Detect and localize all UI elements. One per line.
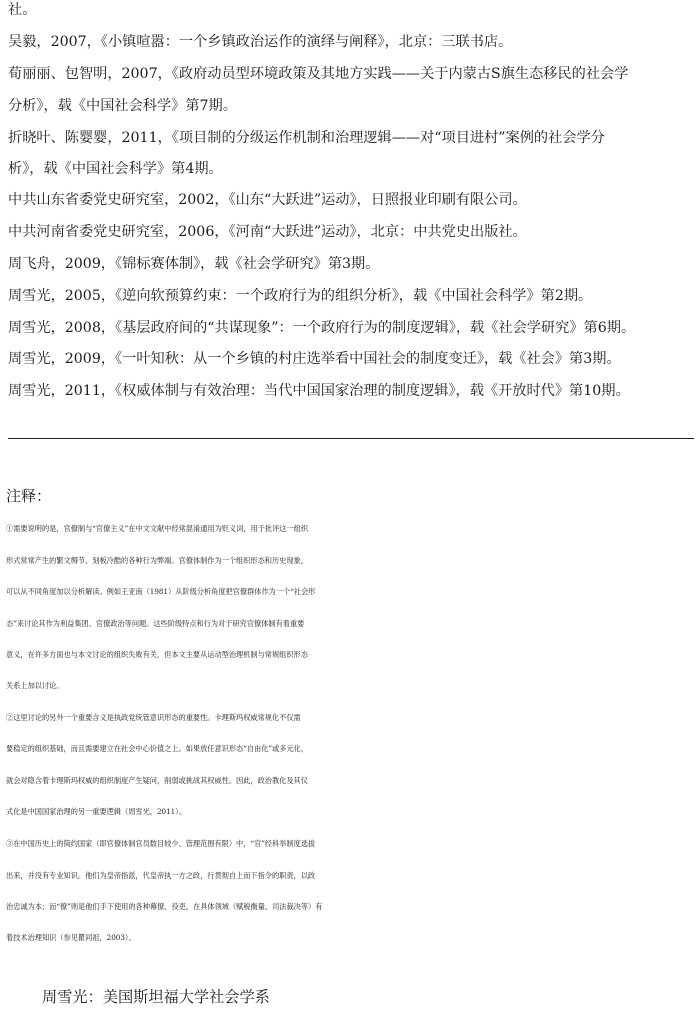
footnote-divider: [8, 438, 694, 439]
reference-zhou-xueguang-2011: 周雪光，2011，《权威体制与有效治理：当代中国国家治理的制度逻辑》，载《开放时代》第10期。: [8, 383, 630, 399]
note-3-line: 治忠诚为本；而“僚”则是他们手下使用的各种幕僚、役吏，在具体领域（赋税衡量、司法裁决等）有: [6, 902, 323, 911]
note-1-line: 关系上加以讨论。: [6, 681, 64, 690]
note-1-line: ①需要说明的是，官僚制与“官僚主义”在中文文献中经常混淆通用为贬义词，用于批评这一组织: [6, 524, 309, 533]
note-1-line: 可以从不同角度加以分析解读。例如王亚南（1981）从阶级分析角度把官僚群体作为一个“社会形: [6, 587, 316, 596]
reference-henan-2006: 中共河南省委党史研究室，2006，《河南“大跃进”运动》，北京：中共党史出版社。: [8, 224, 527, 240]
note-3-line: 着技术治理知识（参见瞿同祖，2003）。: [6, 933, 136, 942]
note-2-line: 就会对隐含着卡理斯玛权威的组织制度产生疑问，削弱或挑战其权威性。因此，政治教化及其仪: [6, 776, 308, 785]
reference-zhou-xueguang-2005: 周雪光，2005，《逆向软预算约束：一个政府行为的组织分析》，载《中国社会科学》第2期。: [8, 288, 593, 304]
author-affiliation: 周雪光：美国斯坦福大学社会学系: [42, 988, 270, 1006]
reference-zhou-xueguang-2009: 周雪光，2009，《一叶知秋：从一个乡镇的村庄选举看中国社会的制度变迁》，载《社会》第3期。: [8, 351, 621, 367]
note-2-line: 要稳定的组织基础，而且需要建立在社会中心价值之上。如果放任意识形态“自由化”或多元化，: [6, 744, 309, 753]
reference-line: 析》，载《中国社会科学》第4期。: [8, 161, 223, 177]
reference-shandong-2002: 中共山东省委党史研究室，2002，《山东“大跃进”运动》，日照报业印刷有限公司。: [8, 192, 527, 208]
notes-heading: 注释：: [6, 487, 52, 505]
reference-zhou-feizhou-2009: 周飞舟，2009，《锦标赛体制》，载《社会学研究》第3期。: [8, 256, 380, 272]
reference-line: 社。: [8, 2, 37, 18]
note-3-line: 出来，并没有专业知识。他们为皇帝指派，代皇帝执一方之政，行贯彻自上而下指令的职责，以政: [6, 871, 316, 880]
note-1-line: 意义，在许多方面也与本文讨论的组织失败有关，但本文主要从运动型治理机制与常规组织形态: [6, 650, 308, 659]
reference-wu-yi-2007: 吴毅，2007，《小镇喧嚣：一个乡镇政治运作的演绎与阐释》，北京：三联书店。: [8, 34, 513, 50]
reference-xun-lili-2007: 荀丽丽、包智明，2007，《政府动员型环境政策及其地方实践——关于内蒙古S旗生态移民的社会学: [8, 66, 629, 82]
note-3-line: ③在中国历史上的简约国家（即官僚体制官员数目较少、管理范围有限）中，“官”经科举制度选拔: [6, 839, 316, 848]
note-1-line: 态”来讨论其作为利益集团、官僚政治等问题。这些阶级特点和行为对于研究官僚体制有着重要: [6, 619, 305, 628]
note-2-line: 式化是中国国家治理的另一重要逻辑（周雪光，2011）。: [6, 807, 187, 816]
reference-zhe-xiaoye-2011: 折晓叶、陈婴婴，2011，《项目制的分级运作机制和治理逻辑——对“项目进村”案例的社会学分: [8, 130, 605, 146]
reference-zhou-xueguang-2008: 周雪光，2008，《基层政府间的“共谋现象”：一个政府行为的制度逻辑》，载《社会学研究》第6期。: [8, 320, 636, 336]
note-2-line: ②这里讨论的另外一个重要含义是执政党统管意识形态的重要性。卡理斯玛权威常规化不仅需: [6, 713, 301, 722]
reference-line: 分析》，载《中国社会科学》第7期。: [8, 98, 237, 114]
note-1-line: 形式常常产生的繁文缛节、刻板冷酷的各种行为弊端。官僚体制作为一个组织形态和历史现象，: [6, 556, 308, 565]
